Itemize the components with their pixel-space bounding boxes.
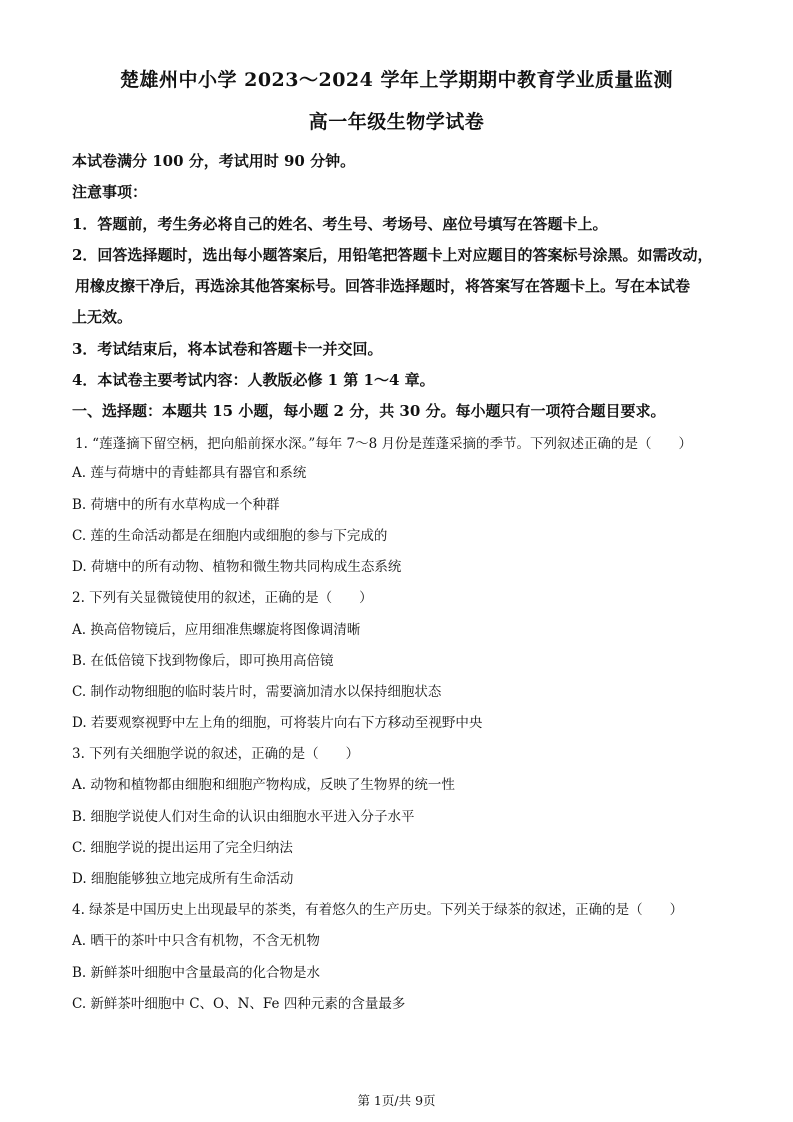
question-3-option-c: C. 细胞学说的提出运用了完全归纳法 bbox=[72, 840, 293, 856]
notice-item-1: 1．答题前，考生务必将自己的姓名、考生号、考场号、座位号填写在答题卡上。 bbox=[72, 215, 608, 233]
score-time-note: 本试卷满分 100 分，考试用时 90 分钟。 bbox=[72, 152, 356, 170]
question-3-stem: 3. 下列有关细胞学说的叙述，正确的是（ ） bbox=[72, 746, 360, 762]
section-heading: 一、选择题：本题共 15 小题，每小题 2 分，共 30 分。每小题只有一项符合题目要求。 bbox=[72, 402, 666, 420]
question-4-stem: 4. 绿茶是中国历史上出现最早的茶类，有着悠久的生产历史。下列关于绿茶的叙述，正确的是（ ） bbox=[72, 902, 684, 918]
question-4-option-a: A. 晒干的茶叶中只含有机物，不含无机物 bbox=[72, 933, 320, 949]
question-2-stem: 2. 下列有关显微镜使用的叙述，正确的是（ ） bbox=[72, 590, 373, 606]
question-2-option-a: A. 换高倍物镜后，应用细准焦螺旋将图像调清晰 bbox=[72, 622, 361, 638]
notice-item-3: 3．考试结束后，将本试卷和答题卡一并交回。 bbox=[72, 340, 383, 358]
notice-item-4: 4．本试卷主要考试内容：人教版必修 1 第 1～4 章。 bbox=[72, 371, 435, 389]
question-3-option-b: B. 细胞学说使人们对生命的认识由细胞水平进入分子水平 bbox=[72, 809, 415, 825]
notice-heading: 注意事项： bbox=[72, 183, 148, 201]
question-3-option-a: A. 动物和植物都由细胞和细胞产物构成，反映了生物界的统一性 bbox=[72, 777, 455, 793]
question-4-option-c: C. 新鲜茶叶细胞中 C、O、N、Fe 四种元素的含量最多 bbox=[72, 996, 406, 1012]
notice-item-2-line-2: 用橡皮擦干净后，再选涂其他答案标号。回答非选择题时，将答案写在答题卡上。写在本试卷 bbox=[75, 277, 691, 295]
exam-subtitle: 高一年级生物学试卷 bbox=[308, 111, 485, 133]
question-2-option-d: D. 若要观察视野中左上角的细胞，可将装片向右下方移动至视野中央 bbox=[72, 715, 483, 731]
exam-title: 楚雄州中小学 2023～2024 学年上学期期中教育学业质量监测 bbox=[120, 69, 673, 91]
question-1-option-b: B. 荷塘中的所有水草构成一个种群 bbox=[72, 497, 280, 513]
question-1-stem: 1. “莲蓬摘下留空柄，把向船前探水深。”每年 7～8 月份是莲蓬采摘的季节。下列叙述正确的是（ ） bbox=[75, 436, 692, 452]
notice-item-2-line-3: 上无效。 bbox=[72, 308, 133, 326]
notice-item-2-line-1: 2．回答选择题时，选出每小题答案后，用铅笔把答题卡上对应题目的答案标号涂黑。如需改动， bbox=[72, 246, 713, 264]
question-1-option-c: C. 莲的生命活动都是在细胞内或细胞的参与下完成的 bbox=[72, 528, 388, 544]
question-1-option-a: A. 莲与荷塘中的青蛙都具有器官和系统 bbox=[72, 465, 307, 481]
question-2-option-b: B. 在低倍镜下找到物像后，即可换用高倍镜 bbox=[72, 653, 334, 669]
question-3-option-d: D. 细胞能够独立地完成所有生命活动 bbox=[72, 871, 294, 887]
question-1-option-d: D. 荷塘中的所有动物、植物和微生物共同构成生态系统 bbox=[72, 559, 402, 575]
question-4-option-b: B. 新鲜茶叶细胞中含量最高的化合物是水 bbox=[72, 965, 321, 981]
page-number: 第 1页/共 9页 bbox=[357, 1093, 436, 1108]
question-2-option-c: C. 制作动物细胞的临时装片时，需要滴加清水以保持细胞状态 bbox=[72, 684, 442, 700]
